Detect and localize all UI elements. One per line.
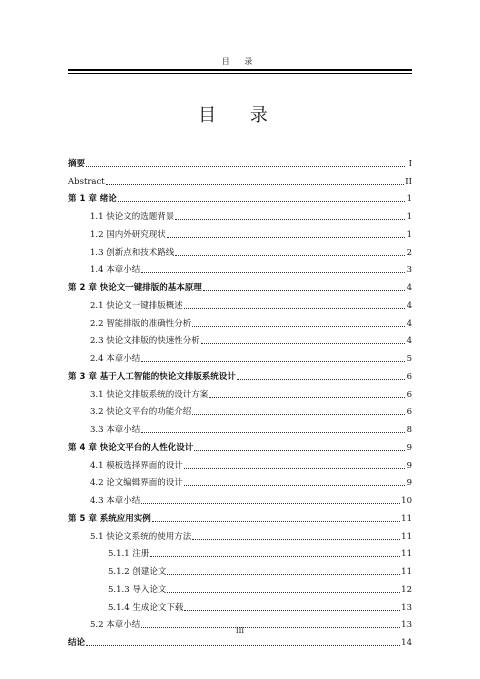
toc-entry-page: 9: [406, 460, 412, 471]
toc-entry[interactable]: [68, 346, 412, 364]
toc-entry[interactable]: [68, 488, 412, 506]
toc-entry[interactable]: [68, 506, 412, 524]
toc-entry[interactable]: [68, 204, 412, 222]
toc-entry-page: 4: [406, 336, 412, 347]
toc-leader-dots: [209, 397, 405, 398]
toc-entry-label: 摘要: [68, 158, 86, 169]
toc-entry-label: 1.3 创新点和技术路线: [90, 247, 175, 258]
toc-entry-page: 3: [406, 265, 412, 276]
toc-entry-label: 第 2 章 快论文一键排版的基本原理: [68, 283, 202, 293]
toc-entry[interactable]: [68, 559, 412, 577]
toc-leader-dots: [184, 485, 405, 486]
toc-entry[interactable]: [68, 400, 412, 418]
toc-entry-label: 第 5 章 系统应用实例: [68, 513, 151, 524]
toc-entry[interactable]: [68, 364, 412, 382]
toc-entry[interactable]: [68, 151, 412, 169]
running-header: 目 录: [221, 57, 259, 66]
toc-entry[interactable]: [68, 542, 412, 560]
toc-leader-dots: [152, 521, 400, 522]
toc-entry-label: 5.1 快论文系统的使用方法: [90, 531, 192, 542]
toc-entry-label: 5.1.3 导入论文: [108, 584, 167, 595]
toc-entry[interactable]: [68, 329, 412, 347]
toc-entry[interactable]: [68, 311, 412, 329]
toc-entry[interactable]: [68, 577, 412, 595]
toc-entry-page: 4: [406, 283, 412, 293]
toc-entry-label: 1.2 国内外研究现状: [90, 229, 166, 240]
toc-leader-dots: [184, 468, 405, 469]
toc-entry-page: 11: [401, 531, 412, 542]
toc-leader-dots: [175, 219, 405, 220]
toc-entry-page: 12: [401, 584, 412, 595]
toc-leader-dots: [141, 272, 405, 273]
toc-leader-dots: [86, 166, 405, 167]
toc-entry-page: 4: [406, 318, 412, 329]
toc-entry[interactable]: [68, 435, 412, 453]
toc-entry[interactable]: [68, 524, 412, 542]
toc-entry-page: 13: [401, 602, 412, 613]
toc-entry-label: 2.2 智能排版的准确性分析: [90, 318, 192, 329]
toc-entry-page: 14: [401, 638, 412, 648]
toc-entry-label: 5.1.4 生成论文下载: [108, 602, 184, 613]
header-rule-thick: [68, 69, 412, 71]
toc-leader-dots: [106, 184, 405, 185]
toc-entry-page: 4: [406, 300, 412, 311]
toc-leader-dots: [175, 255, 405, 256]
toc-entry[interactable]: [68, 187, 412, 205]
toc-leader-dots: [86, 645, 400, 646]
toc-entry-label: 1.1 快论文的选题背景: [90, 212, 175, 222]
toc-entry-page: 8: [406, 425, 412, 435]
toc-entry-page: 9: [406, 478, 412, 489]
toc-entry-page: 10: [401, 496, 412, 506]
toc-entry-page: 11: [401, 513, 412, 524]
toc-entry-label: 2.3 快论文排版的快速性分析: [90, 336, 200, 347]
table-of-contents: [68, 151, 412, 648]
toc-entry-page: I: [408, 158, 412, 169]
toc-leader-dots: [167, 592, 400, 593]
toc-leader-dots: [150, 556, 400, 557]
page-title: 目 录: [198, 105, 282, 126]
toc-entry-label: 3.3 本章小结: [90, 425, 141, 435]
toc-entry-label: 4.1 模板选择界面的设计: [90, 460, 183, 471]
toc-entry[interactable]: [68, 453, 412, 471]
toc-entry-label: 第 3 章 基于人工智能的快论文排版系统设计: [68, 371, 236, 382]
toc-entry-label: 第 1 章 绪论: [68, 194, 117, 205]
toc-entry-label: 5.2 本章小结: [90, 620, 141, 631]
toc-entry-label: 1.4 本章小结: [90, 265, 141, 276]
toc-entry-label: 4.2 论文编辑界面的设计: [90, 478, 183, 489]
toc-entry-page: 1: [406, 194, 412, 205]
toc-leader-dots: [141, 503, 400, 504]
toc-entry-label: 2.1 快论文一键排版概述: [90, 300, 183, 311]
toc-leader-dots: [167, 237, 405, 238]
toc-leader-dots: [201, 343, 405, 344]
footer-page-number: III: [235, 627, 245, 635]
toc-entry[interactable]: [68, 595, 412, 613]
toc-entry-label: 5.1.1 注册: [108, 549, 150, 560]
toc-entry-label: 结论: [68, 638, 86, 648]
toc-entry-label: 4.3 本章小结: [90, 496, 141, 506]
toc-entry-page: 5: [406, 354, 412, 364]
toc-leader-dots: [184, 308, 405, 309]
toc-entry-page: 2: [406, 247, 412, 258]
toc-entry-page: 11: [401, 567, 412, 577]
toc-entry-label: 第 4 章 快论文平台的人性化设计: [68, 442, 194, 453]
toc-entry-page: 13: [401, 620, 412, 631]
toc-entry[interactable]: [68, 275, 412, 293]
toc-entry-label: 3.1 快论文排版系统的设计方案: [90, 389, 209, 400]
toc-entry-page: 1: [406, 212, 412, 222]
toc-entry-label: 5.1.2 创建论文: [108, 567, 167, 577]
toc-entry-page: 11: [401, 549, 412, 560]
toc-entry-page: II: [405, 176, 412, 187]
toc-leader-dots: [192, 326, 405, 327]
toc-leader-dots: [194, 450, 405, 451]
toc-leader-dots: [237, 379, 405, 380]
toc-entry-page: 6: [406, 371, 412, 382]
toc-entry[interactable]: [68, 222, 412, 240]
toc-leader-dots: [118, 201, 405, 202]
toc-entry[interactable]: [68, 382, 412, 400]
toc-leader-dots: [203, 290, 405, 291]
toc-entry-page: 9: [406, 442, 412, 453]
toc-entry[interactable]: [68, 293, 412, 311]
header-rule-thin: [68, 73, 412, 74]
toc-entry-label: 3.2 快论文平台的功能介绍: [90, 407, 192, 418]
toc-entry-page: 6: [406, 407, 412, 418]
toc-leader-dots: [141, 432, 405, 433]
toc-leader-dots: [141, 361, 405, 362]
toc-leader-dots: [167, 574, 400, 575]
toc-leader-dots: [184, 610, 400, 611]
toc-entry[interactable]: [68, 417, 412, 435]
toc-entry-page: 1: [406, 229, 412, 240]
toc-entry[interactable]: [68, 471, 412, 489]
toc-entry-label: Abstract: [68, 176, 105, 187]
toc-entry[interactable]: [68, 169, 412, 187]
toc-entry[interactable]: [68, 240, 412, 258]
toc-entry[interactable]: [68, 258, 412, 276]
toc-entry-page: 6: [406, 389, 412, 400]
toc-entry-label: 2.4 本章小结: [90, 354, 141, 364]
toc-leader-dots: [192, 414, 405, 415]
toc-leader-dots: [192, 539, 400, 540]
